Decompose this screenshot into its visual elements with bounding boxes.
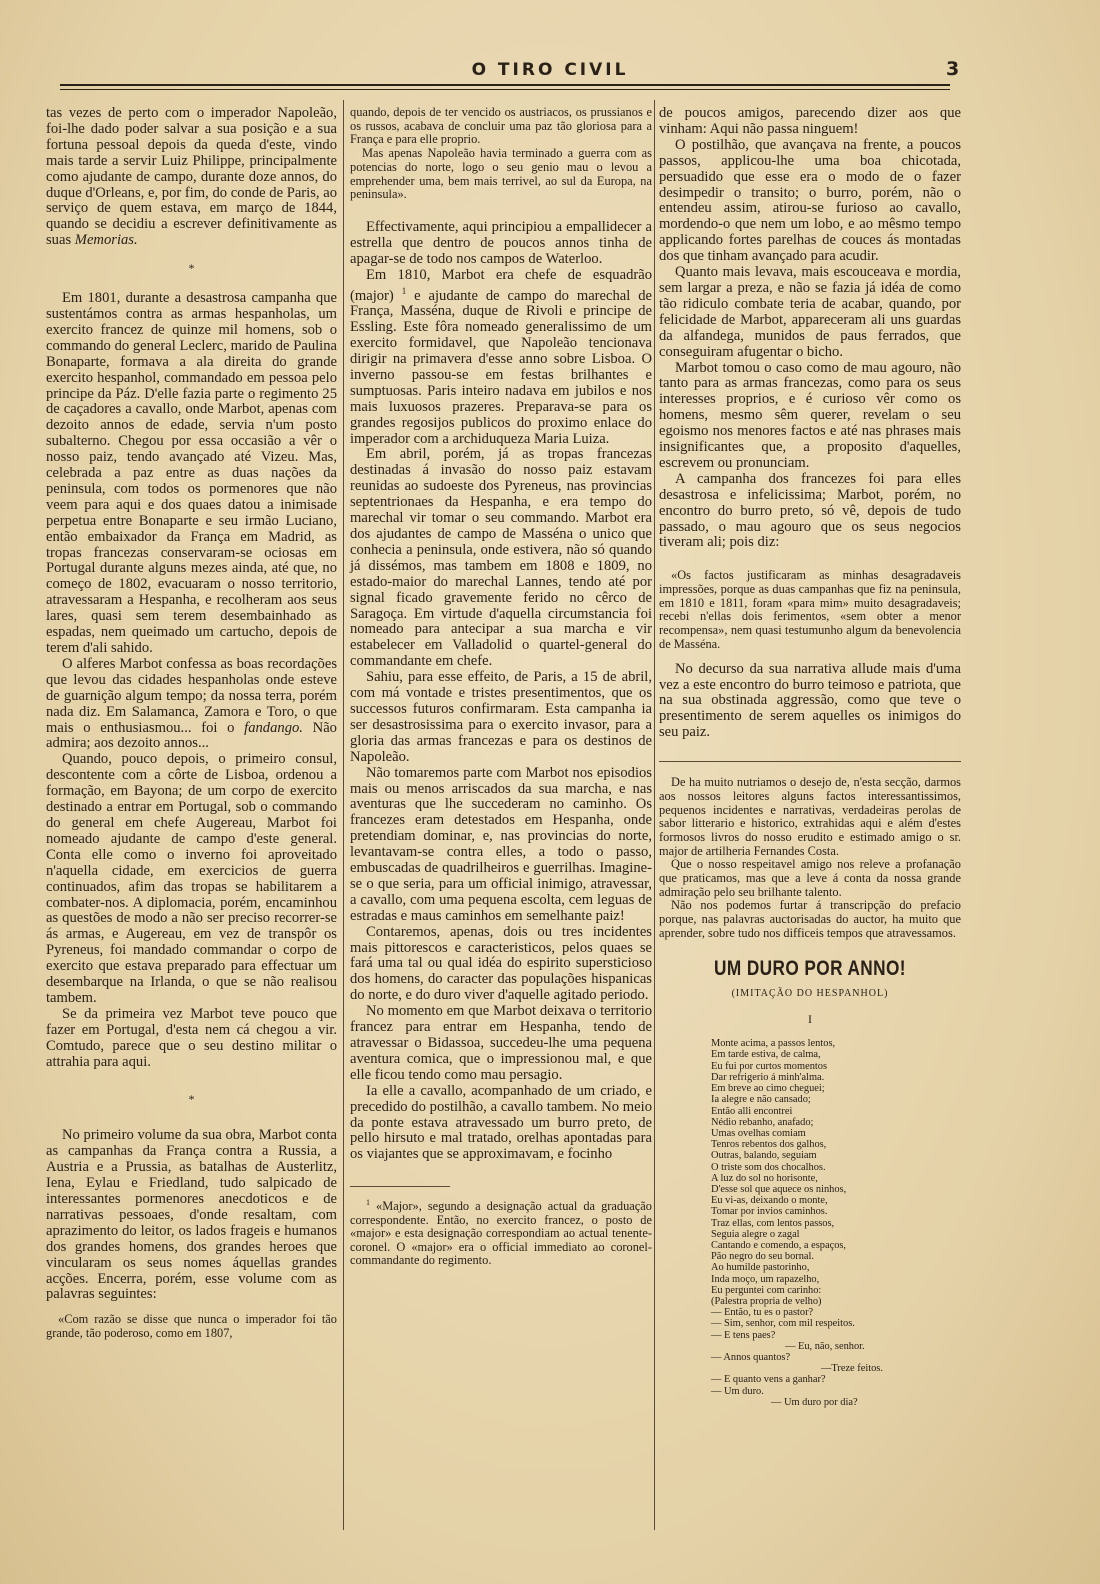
poem-line: Eu perguntei com carinho: [711,1284,822,1296]
paragraph-text: tas vezes de perto com o imperador Napoleão, foi-lhe dado poder salvar a sua posição e a sua fortuna pessoal depois da queda d'este, vindo mais tarde a servir Luiz Philippe, principalmente como ajudante de campo, durante doze annos, do duque d'Orleans, e, por fim, do conde de Paris, ao serviço de quem estava, em março de 1844, quando se decidiu a escrever definitivamente as suas [46,105,337,249]
quote-paragraph: «Os factos justificaram as minhas desagradaveis impressões, porque as duas campanhas que fiz na peninsula, em 1810 e 1811, foram «para mim» muito desagradaveis; recebi n'ellas dois ferimentos, «sem obter a menor recompensa», nem quasi testumunho algum da benevolencia de Masséna. [659,568,961,651]
masthead: O TIRO CIVIL [471,60,629,80]
poem-line: Então alli encontrei [711,1105,793,1117]
poem-line: Pão negro do seu bornal. [711,1251,815,1263]
paragraph: O postilhão, que avançava na frente, a poucos passos, applicou-lhe uma boa chicotada, persuadido que esse era o modo de o fazer desimpedir o transito; o burro, porém, não o entendeu assim, atirou-se furioso ao cavallo, mordendo-o que nem um lobo, e ao mêsmo tempo applicando fortes parelhas de couces ás montadas dos que tinham avançado para acudir. [659,136,961,265]
poem-line: Em breve ao cimo cheguei; [711,1083,825,1095]
spacer [659,551,961,569]
paragraph: Não tomaremos parte com Marbot nos episodios mais ou menos arriscados da sua marcha, e nas aventuras que lhe succederam no caminho. Os francezes eram detestados em Hespanha, onde pretendiam dominar, e, nas provincias do norte, levantavam-se contra elles, a todo o passo, embuscadas de quadrilheiros e guerrilhas. Imagine-se o que seria, para um official inimigo, atravessar, a cavallo, com uma pequena escolta, cem leguas de estradas e maus caminhos em semelhante paiz! [350,764,652,924]
paragraph: No decurso da sua narrativa allude mais d'uma vez a este encontro do burro teimoso e patriota, que na sua obstinada aggressão, como que teve o presentimento de serem aquelles os inimigos do seu paiz. [659,660,961,741]
quote-paragraph: Mas apenas Napoleão havia terminado a guerra com as potencias do norte, logo o seu genio mau o levou a emprehender uma, bem mais terrivel, ao sul da Europa, na peninsula». [350,146,652,202]
section-star: * [188,261,195,276]
paragraph-text: O alferes Marbot confessa as boas recordações que levou das cidades hespanholas onde esteve de guarnição algum tempo; da nossa terra, porém nada diz. Em Salamanca, Zamora e Toro, o que mais o enthusiasmou... foi o [46,655,337,736]
footnote [350,1196,652,1268]
spacer [350,202,652,220]
poem-line: (Palestra propria de velho) [711,1295,822,1307]
section-rule [659,761,961,762]
paragraph: A campanha dos francezes foi para elles desastrosa e infelicissima; Marbot, porém, no encontro do burro preto, só vê, depois de tudo passado, o mau agouro que os seus negocios tiveram ali; pois diz: [659,470,961,551]
poem-line: Tomar por invios caminhos. [711,1206,828,1218]
paragraph: Quando, pouco depois, o primeiro consul, descontente com a côrte de Lisboa, ordenou a formação, em Bayona; de um corpo de exercito destinado a entrar em Portugal, sob o commando do general em chefe Augereau, Marbot foi nomeado ajudante de campo d'este general. Conta elle como o inverno foi aproveitado n'aquella cidade, em exercicios de guerra continuados, afim das tropas se habilitarem a combater-nos. A diplomacia, porém, encaminhou as questões de modo a não ser preciso recorrer-se ás armas, e Augereau, em vez de transpôr os Pyreneus, foi mandado commandar o corpo de exercito que estava preparado para effectuar um desembarque na Irlanda, o que se não realisou tambem. [46,751,337,1006]
footnote-text: «Major», segundo a designação actual da graduação correspondente. Então, no exercito francez, o posto de «major» e esta designação correspondiam ao actual tenente-coronel. O «major» era o official immediato ao coronel-commandante do regimento. [350,1199,652,1268]
poem-line: — E quanto vens a ganhar? [711,1374,826,1386]
italic-title: Memorias. [74,232,138,249]
poem-line: A luz do sol no horisonte, [711,1172,818,1184]
poem-line: D'esse sol que aquece os ninhos, [711,1183,847,1195]
paragraph: Em 1801, durante a desastrosa campanha que sustentámos contra as armas hespanholas, um exercito francez de quinze mil homens, sob o commando do general Leclerc, marido de Paulina Bonaparte, formava a ala direita do grande exercito hespanhol, commandado em pessoa pelo principe da Páz. D'elle fazia parte o regimento 25 de caçadores a cavallo, onde Marbot, apenas com dezoito annos de edade, servia n'um posto subalterno. Chegou por essa occasião a vêr o nosso paiz, tendo avançado até Vizeu. Mas, celebrada a paz entre as duas nações da peninsula, com todos os pormenores que não veem para aqui e dos quaes datou a inimisade perpetua entre Bonaparte e seu irmão Luciano, então embaixador da França em Madrid, as tropas francezas conservaram-se ociosas em Portugal durante alguns mezes ainda, até que, no começo de 1802, evacuaram o nosso territorio, atravessaram a Hespanha, e recolheram aos seus lares, quasi sem terem desembainhado as espadas, nem queimado um cartucho, depois de terem d'ali sahido. [46,290,337,656]
paragraph-text: e ajudante de campo do marechal de França, Masséna, duque de Rivoli e principe de Essling. Este fôra nomeado generalissimo de um exercito formidavel, que Napoleão tencionava dirigir na primavera d'esse anno sobre Lisboa. O inverno passou-se em festas brilhantes e sumptuosas. Paris inteiro nadava em jubilos e nos mais luxuosos prazeres. Preparava-se para os grandes regosijos publicos do proximo enlace do imperador com a archiduqueza Maria Luiza. [350,287,652,447]
column-2 [350,106,652,1268]
poem-line: — E tens paes? [711,1329,776,1341]
poem-line: Monte acima, a passos lentos, [711,1038,836,1050]
poem-line: Dar refrigerio á minh'alma. [711,1071,825,1083]
paragraph: Sahiu, para esse effeito, de Paris, a 15 de abril, com má vontade e tristes presentimentos, que os successos futuros confirmaram. Esta campanha ia ser desastrosissima para o exercito invasor, para a gloria das armas francezas e para os destinos de Napoleão. [350,669,652,765]
spacer [350,1163,652,1181]
poem-line: — Um duro. [711,1385,764,1397]
paragraph: Em abril, porém, já as tropas francezas destinadas á invasão do nosso paiz estavam reunidas ao sudoeste dos Pyreneus, nas provincias septentrionaes da Hespanha, e era tempo do marechal vir tomar o seu commando. Marbot era dos ajudantes de campo de Masséna o unico que conhecia a peninsula, onde estivera, não só quando já dissémos, mas tambem em 1808 e 1809, no estado-maior do marechal Lannes, tendo até por signal ficado gravemente ferido no cêrco de Saragoça. Em virtude d'aquella circumstancia foi nomeado para antecipar a sua marcha e vir estabelecer em Valladolid o quartel-general do commandante em chefe. [350,446,652,670]
poem-line: — Sim, senhor, com mil respeitos. [711,1318,855,1330]
poem-line: — Um duro por dia? [771,1396,858,1408]
poem-line: O triste som dos chocalhos. [711,1161,826,1173]
poem-line: Tenros rebentos dos galhos, [711,1139,827,1151]
poem-line: Ia alegre e não cansado; [711,1094,811,1106]
column-1 [46,106,337,1341]
header-rule-thin [60,89,950,90]
poem-headline: UM DURO POR ANNO! [714,956,906,980]
section-star: * [188,1092,195,1107]
paragraph: Se da primeira vez Marbot teve pouco que fazer em Portugal, d'esta nem cá chegou a vir. Comtudo, parece que o seu destino militar o attrahia para aqui. [46,1005,337,1070]
editor-note: Que o nosso respeitavel amigo nos releve a profanação que praticamos, mas que a leve á conta da nossa grande admiração pelo seu brilhante talento. [659,857,961,899]
paragraph: Contaremos, apenas, dois ou tres incidentes mais pittorescos e caracteristicos, pelos quaes se fará uma tal ou qual idéa do espirito supersticioso dos homens, do caracter das populações hispanicas do norte, e do duro viver d'aquelle agitado periodo. [350,923,652,1004]
poem-line: — Eu, não, senhor. [785,1340,865,1352]
italic-word: fandango. [244,719,303,736]
paragraph [350,268,652,448]
editor-note: Não nos podemos furtar á transcripção do prefacio porque, nas palavras auctorisadas do auctor, ha muito que aprender, sobre tudo nos difficeis tempos que atravessamos. [659,898,961,940]
page-number: 3 [946,58,960,80]
poem-line: Inda moço, um rapazelho, [711,1273,820,1285]
footnote-rule [350,1186,450,1187]
poem-line: Cantando e comendo, a espaços, [711,1239,847,1251]
poem-line: Umas ovelhas comiam [711,1127,806,1139]
poem-line: Outras, balando, seguiam [711,1150,817,1162]
poem-line: Eu fui por curtos momentos [711,1060,828,1072]
poem-subheading: (IMITAÇÃO DO HESPANHOL) [731,988,889,1000]
quote-paragraph: «Com razão se disse que nunca o imperador foi tão grande, tão poderoso, como em 1807, [46,1312,337,1341]
poem-line: Nédio rebanho, anafado; [711,1116,814,1128]
column-divider [654,100,655,1530]
paragraph-text: Em 1810, Marbot era chefe de esquadrão (major) [350,266,652,304]
poem [711,1038,961,1408]
editor-note: De ha muito nutriamos o desejo de, n'esta secção, darmos aos nossos leitores alguns factos interessantissimos, pequenos incidentes e narrativas, verdadeiras perolas de sabor litterario e historico, extrahidas aqui e além d'estes formosos livros do nosso erudito e estimado amigo o sr. major de artilheria Fernandes Costa. [659,775,961,858]
footnote-ref[interactable]: 1 [401,285,407,296]
paragraph [46,106,337,249]
header-rule [60,84,950,86]
poem-line: Ao humilde pastorinho, [711,1262,810,1274]
poem-line: — Annos quantos? [711,1351,791,1363]
paragraph: Quanto mais levava, mais escouceava e mordia, sem largar a preza, e não se fazia já idéa de como tão ridiculo combate teria de acabar, quando, por felicidade de Marbot, appareceram ali uns guardas da alfandega, munidos de paus ferrados, que conseguiram afugentar o bicho. [659,264,961,360]
poem-line: Eu vi-as, deixando o monte, [711,1195,828,1207]
paragraph: de poucos amigos, parecendo dizer aos que vinham: Aqui não passa ninguem! [659,105,961,137]
page-header [0,56,1100,96]
paragraph-text: Não admira; aos dezoito annos... [46,719,337,752]
paragraph: Ia elle a cavallo, acompanhado de um criado, e precedido do postilhão, a cavallo tambem. No meio da ponte estava atravessado um burro preto, de pello hirsuto e mal tratado, orelhas apontadas para os viajantes que se approximavam, e focinho [350,1082,652,1163]
poem-line: Em tarde estiva, de calma, [711,1049,821,1061]
poem-line: —Treze feitos. [821,1363,883,1375]
paragraph: No momento em que Marbot deixava o territorio francez para entrar em Hespanha, tendo de atravessar o Bidassoa, succedeu-lhe uma pequena aventura comica, que o impressionou mal, e que elle ficou tendo como mau persagio. [350,1003,652,1083]
paragraph: Effectivamente, aqui principiou a empallidecer a estrella que dentro de poucos annos tinha de apagar-se de todo nos campos de Waterloo. [350,218,652,267]
column-3 [659,106,961,1408]
paragraph [46,657,337,752]
poem-part-number: I [808,1012,812,1027]
quote-paragraph: quando, depois de ter vencido os austriacos, os prussianos e os russos, acabava de concluir uma paz tão gloriosa para a França e para elle proprio. [350,105,652,147]
column-divider [343,100,344,1530]
poem-line: Traz ellas, com lentos passos, [711,1217,835,1229]
paragraph: Marbot tomou o caso como de mau agouro, não tanto para as armas francezas, como para os seus interesses proprios, e é curioso vêr como os homens, mesmo sêm querer, revelam o seu egoismo nos menores factos e até nas phrases mais insignificantes que, a proposito d'aquelles, escrevem ou pronunciam. [659,359,961,471]
paragraph: No primeiro volume da sua obra, Marbot conta as campanhas da França contra a Russia, a Austria e a Prussia, as batalhas de Austerlitz, Iena, Eylau e Friedland, tudo salpicado de interessantes pormenores anecdoticos e de narrativas pessoaes, d'onde resaltam, com aprazimento do leitor, os lados frageis e humanos dos grandes homens, dos grandes heroes que vincularam os seus nomes áquellas grandes acções. Encerra, porém, esse volume com as palavras seguintes: [46,1127,337,1303]
poem-line: — Então, tu es o pastor? [711,1307,814,1319]
poem-line: Seguia alegre o zagal [711,1228,800,1240]
footnote-number: 1 [366,1198,370,1208]
